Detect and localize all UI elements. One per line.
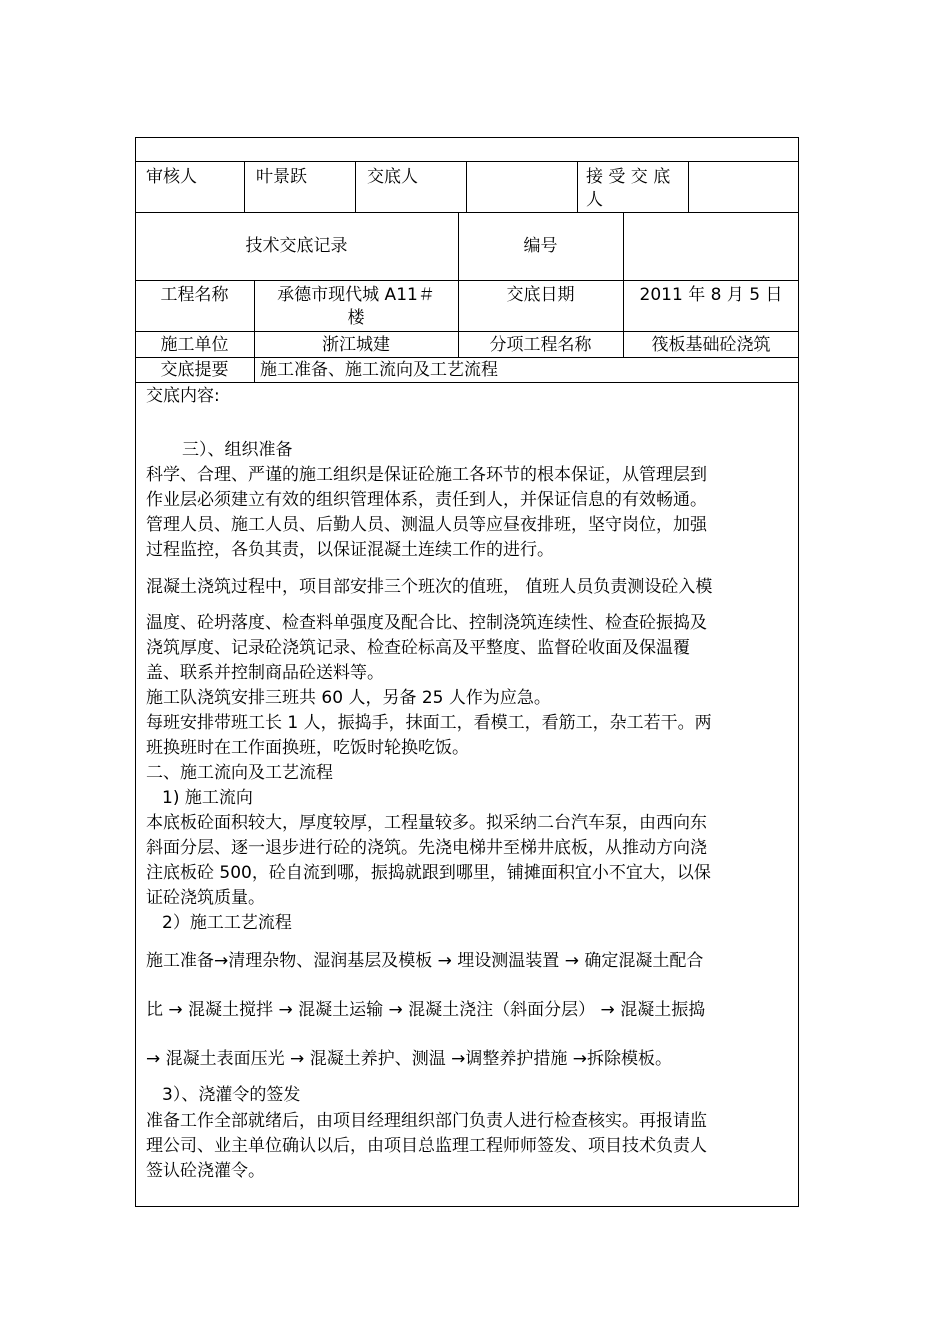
project-value: 承德市现代城 A11＃ (277, 285, 435, 305)
document-title: 技术交底记录 (245, 236, 348, 256)
subitem-label: 分项工程名称 (489, 335, 592, 355)
col-divider (466, 161, 467, 212)
content-line: 本底板砼面积较大，厚度较厚，工程量较多。拟采纳二台汽车泵，由西向东 (146, 813, 707, 833)
content-line: 3）、浇灌令的签发 (162, 1085, 301, 1105)
project-value-cont: 楼 (347, 308, 365, 328)
content-line: 作业层必须建立有效的组织管理体系，责任到人，并保证信息的有效畅通。 (146, 490, 707, 510)
subitem-value: 筏板基础砼浇筑 (651, 335, 771, 355)
content-line: 每班安排带班工长 1 人，振捣手，抹面工，看模工，看筋工，杂工若干。两 (146, 713, 712, 733)
content-line: 三）、组织准备 (182, 440, 293, 460)
content-line: 比 → 混凝土搅拌 → 混凝土运输 → 混凝土浇注（斜面分层） → 混凝土振捣 (146, 1000, 706, 1020)
unit-label: 施工单位 (160, 335, 229, 355)
content-line: 盖、联系并控制商品砼送料等。 (146, 663, 384, 683)
content-line: 浇筑厚度、记录砼浇筑记录、检查砼标高及平整度、监督砼收面及保温覆 (146, 638, 690, 658)
col-divider (355, 161, 356, 212)
col-divider (688, 161, 689, 212)
receiver-label: 接 受 交 底 (586, 167, 671, 187)
content-line: 签认砼浇灌令。 (146, 1161, 265, 1181)
discloser-label: 交底人 (367, 167, 418, 187)
content-line: 过程监控，各负其责，以保证混凝土连续工作的进行。 (146, 540, 554, 560)
project-label: 工程名称 (160, 285, 229, 305)
reviewer-name: 叶景跃 (256, 167, 307, 187)
content-line: 温度、砼坍落度、检查料单强度及配合比、控制浇筑连续性、检查砼振捣及 (146, 613, 707, 633)
row-divider (135, 212, 799, 213)
content-line: 2）施工工艺流程 (162, 913, 292, 933)
reviewer-label: 审核人 (146, 167, 197, 187)
row-divider (135, 331, 799, 332)
col-divider (244, 161, 245, 212)
date-value: 2011 年 8 月 5 日 (639, 285, 783, 305)
row-divider (135, 161, 799, 162)
content-line: 施工准备→清理杂物、湿润基层及模板 → 埋设测温装置 → 确定混凝土配合 (146, 951, 704, 971)
content-line: 斜面分层、逐一退步进行砼的浇筑。先浇电梯井至梯井底板，从推动方向浇 (146, 838, 707, 858)
unit-value: 浙江城建 (322, 335, 390, 355)
content-line: 班换班时在工作面换班，吃饭时轮换吃饭。 (146, 738, 469, 758)
content-line: 理公司、业主单位确认以后，由项目总监理工程师师签发、项目技术负责人 (146, 1136, 707, 1156)
content-line: 混凝土浇筑过程中，项目部安排三个班次的值班， 值班人员负责测设砼入模 (146, 577, 713, 597)
content-line: 注底板砼 500，砼自流到哪，振捣就跟到哪里，铺摊面积宜小不宜大，以保 (146, 863, 711, 883)
content-line: 二、施工流向及工艺流程 (146, 763, 333, 783)
content-line: 管理人员、施工人员、后勤人员、测温人员等应昼夜排班，坚守岗位，加强 (146, 515, 707, 535)
summary-label: 交底提要 (160, 360, 229, 380)
content-line: 证砼浇筑质量。 (146, 888, 265, 908)
number-label: 编号 (523, 236, 558, 256)
row-divider (135, 382, 799, 383)
content-line: 准备工作全部就绪后，由项目经理组织部门负责人进行检查核实。再报请监 (146, 1111, 707, 1131)
content-line: → 混凝土表面压光 → 混凝土养护、测温 →调整养护措施 →拆除模板。 (146, 1049, 672, 1069)
col-divider (577, 161, 578, 212)
content-line: 科学、合理、严谨的施工组织是保证砼施工各环节的根本保证，从管理层到 (146, 465, 707, 485)
row-divider (135, 280, 799, 281)
content-line: 施工队浇筑安排三班共 60 人，另备 25 人作为应急。 (146, 688, 551, 708)
date-label: 交底日期 (506, 285, 575, 305)
summary-value: 施工准备、施工流向及工艺流程 (260, 360, 498, 380)
content-heading: 交底内容: (146, 386, 220, 406)
receiver-label-cont: 人 (586, 190, 603, 210)
content-line: 1) 施工流向 (162, 788, 253, 808)
